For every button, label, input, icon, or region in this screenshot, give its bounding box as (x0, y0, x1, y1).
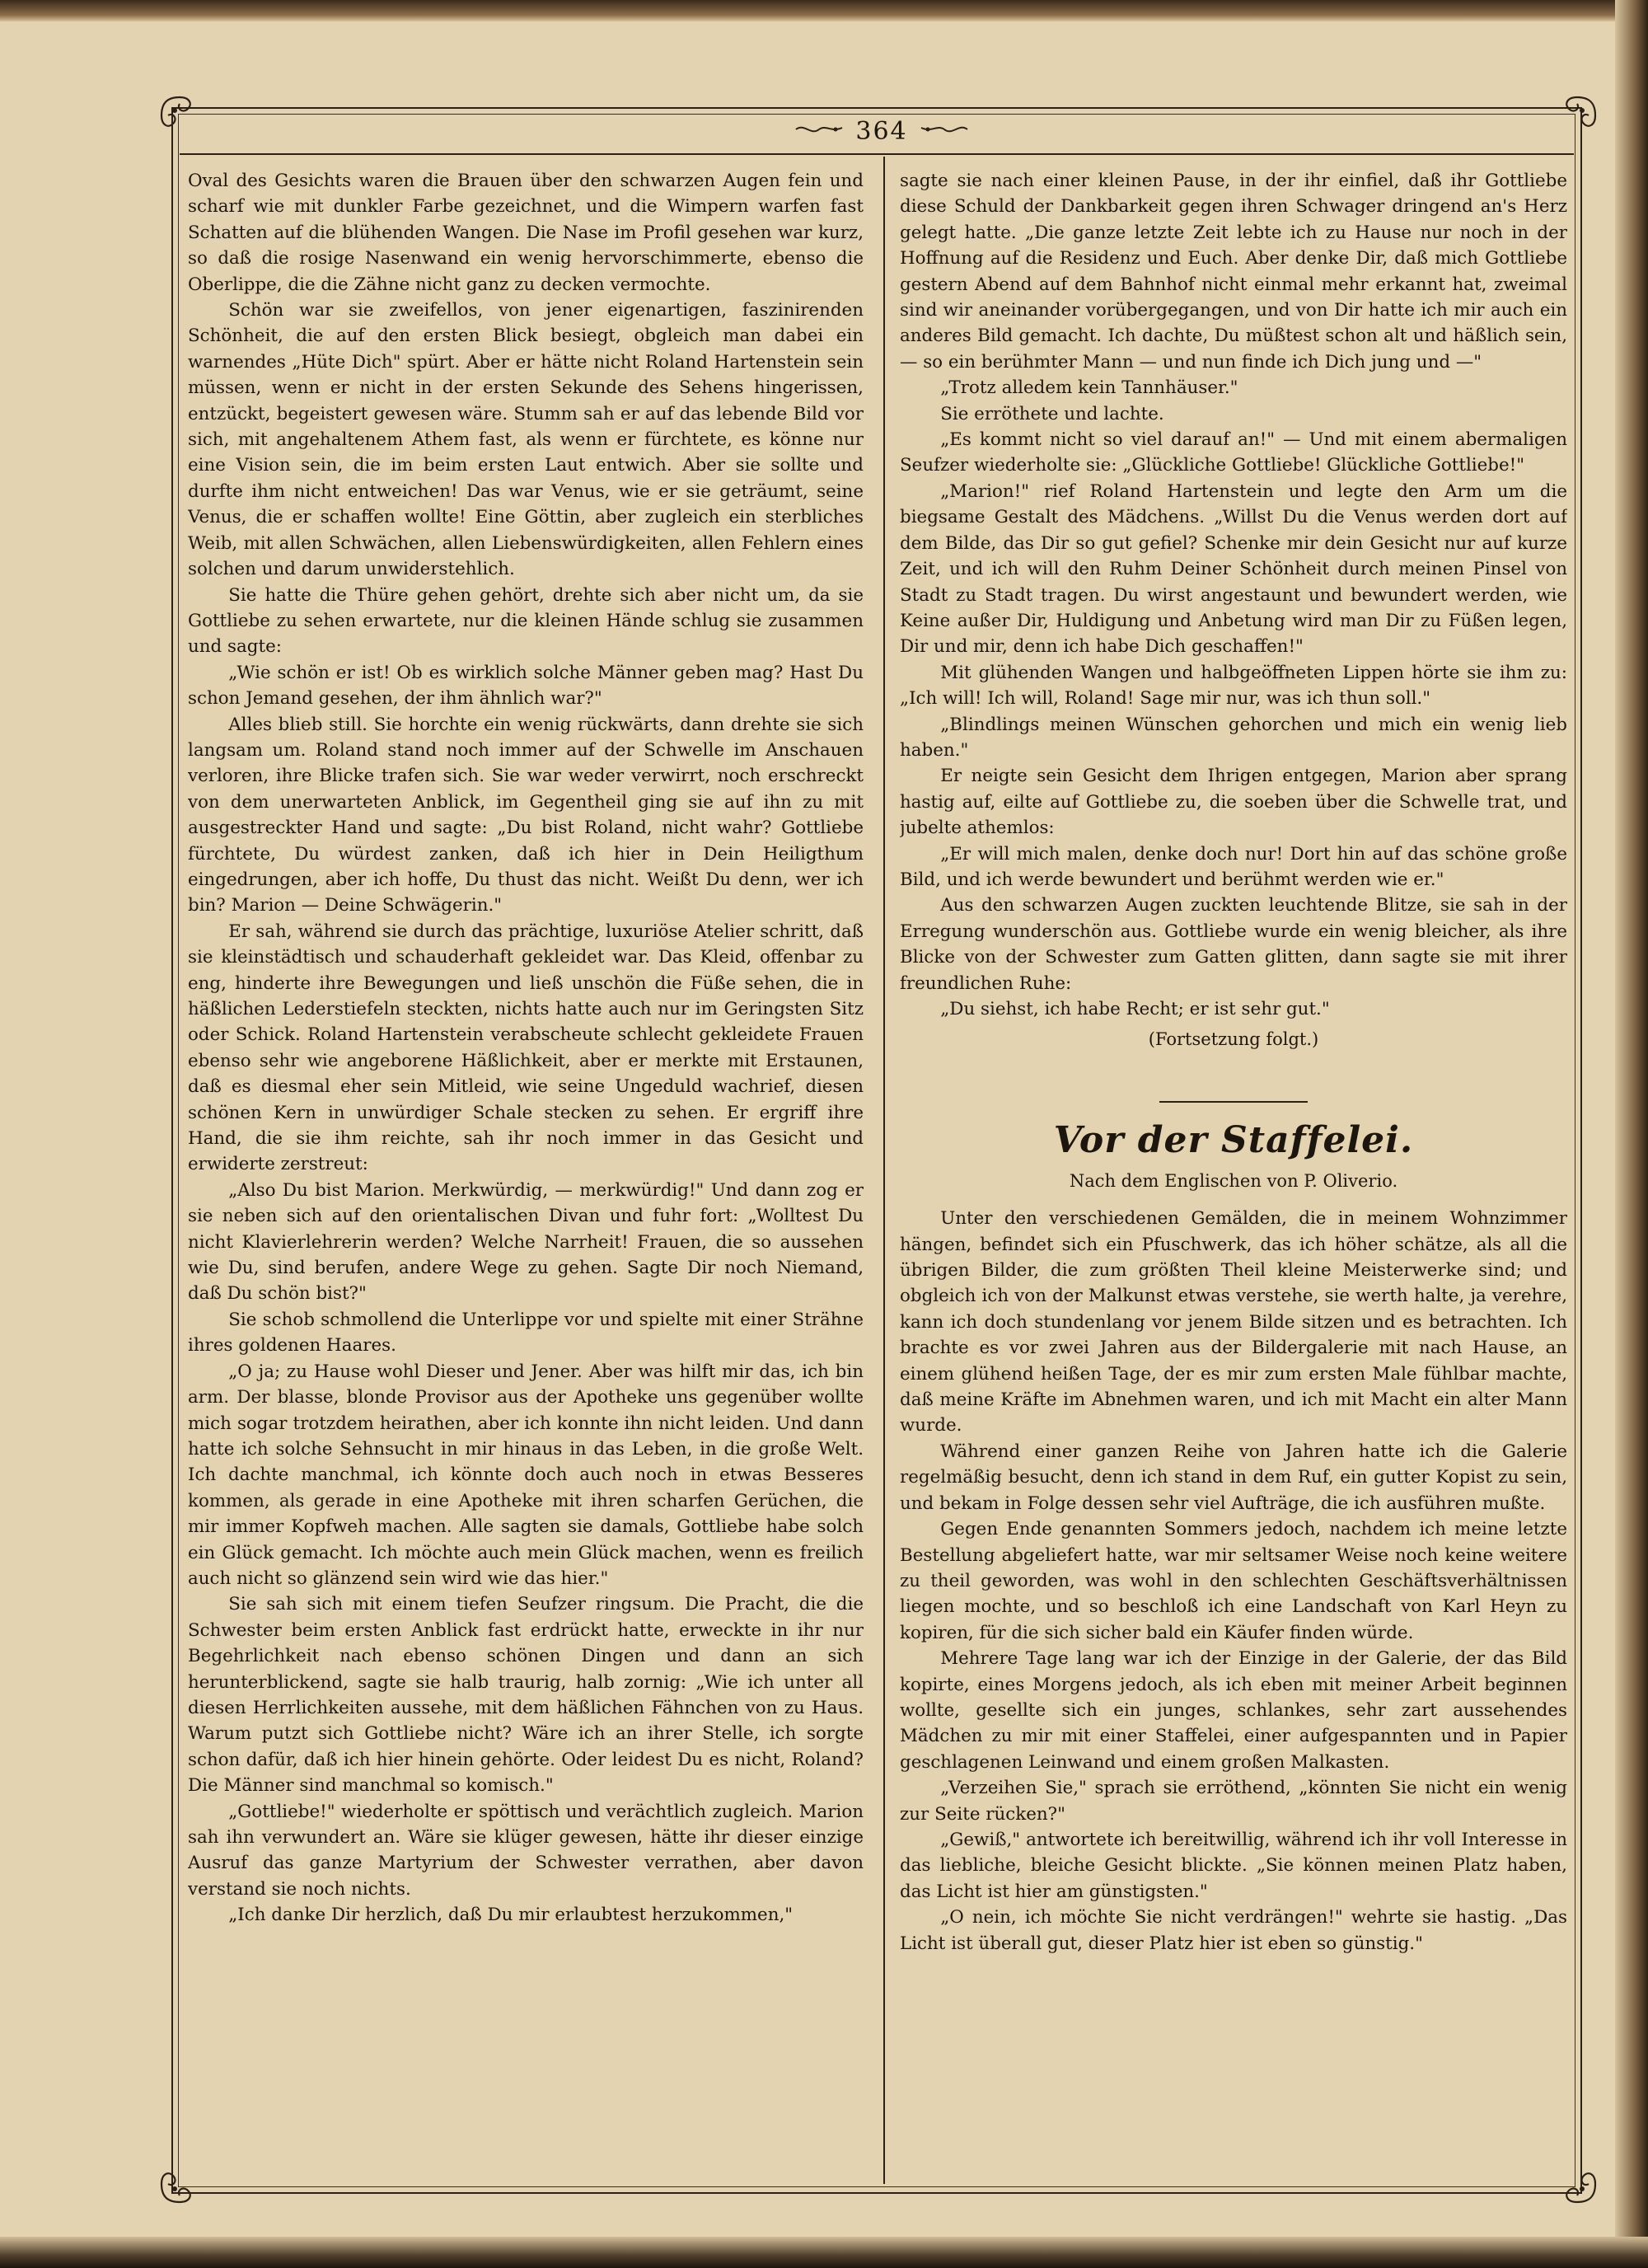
paragraph: „Es kommt nicht so viel darauf an!" — Und mit einem abermaligen Seufzer wiederholte sie: „Glückliche Gottliebe! Glückliche Gottliebe!" (900, 429, 1567, 476)
story-byline: Nach dem Englischen von P. Oliverio. (1069, 1170, 1398, 1191)
paragraph: „Du siehst, ich habe Recht; er ist sehr gut." (940, 999, 1330, 1019)
paragraph: Sie hatte die Thüre gehen gehört, drehte sich aber nicht um, da sie Gottliebe zu sehen erwartete, nur die kleinen Hände schlug sie zusammen und sagte: (188, 584, 864, 658)
paragraph: Sie sah sich mit einem tiefen Seufzer ringsum. Die Pracht, die die Schwester beim ersten Anblick fast erdrückt hatte, erweckte in ihr nur Begehrlichkeit nach ebenso schönen Dingen und dann an sich herunterblickend, sagte sie halb traurig, halb zornig: „Wie ich unter all diesen Herrlichkeiten aussehe, mit dem häßlichen Fähnchen von zu Haus. Warum putzt sich Gottliebe nicht? Wäre ich an ihrer Stelle, ich sorgte schon dafür, daß ich hier hinein gehörte. Oder leidest Du es nicht, Roland? Die Männer sind manchmal so komisch." (188, 1594, 864, 1797)
left-column (188, 168, 864, 2179)
paragraph: Während einer ganzen Reihe von Jahren hatte ich die Galerie regelmäßig besucht, denn ich stand in dem Ruf, ein gutter Kopist zu sein, und bekam in Folge dessen sehr viel Aufträge, die ich ausführen mußte. (900, 1441, 1567, 1514)
paragraph: Oval des Gesichts waren die Brauen über den schwarzen Augen fein und scharf wie mit dunkler Farbe gezeichnet, und die Wimpern warfen fast Schatten auf die blühenden Wangen. Die Nase im Profil gesehen war kurz, so daß die rosige Nasenwand ein wenig hervorschimmerte, ebenso die Oberlippe, die die Zähne nicht ganz zu decken vermochte. (188, 171, 864, 295)
paragraph: Aus den schwarzen Augen zuckten leuchtende Blitze, sie sah in der Erregung wunderschön aus. Gottliebe wurde ein wenig bleicher, als ihre Blicke von der Schwester zum Gatten glitten, dann sagte sie mit ihrer freundlichen Ruhe: (900, 895, 1567, 994)
paragraph: Er sah, während sie durch das prächtige, luxuriöse Atelier schritt, daß sie kleinstädtisch und schauderhaft gekleidet war. Das Kleid, offenbar zu eng, hinderte ihre Bewegungen und ließ unschön die Füße sehen, die in häßlichen Lederstiefeln steckten, nichts hatte auch nur im Geringsten Sitz oder Schick. Roland Hartenstein verabscheute schlecht gekleidete Frauen ebenso sehr wie angeborene Häßlichkeit, aber er merkte mit Erstaunen, daß es diesmal eher sein Mitleid, wie seine Ungeduld wachrief, diesen schönen Kern in unwürdiger Schale stecken zu sehen. Er ergriff ihre Hand, die sie ihm reichte, sah ihr noch immer in das Gesicht und erwiderte zerstreut: (188, 921, 864, 1175)
paragraph: sagte sie nach einer kleinen Pause, in der ihr einfiel, daß ihr Gottliebe diese Schuld der Dankbarkeit gegen ihren Schwager dringend an's Herz gelegt hatte. „Die ganze letzte Zeit lebte ich zu Hause nur noch in der Hoffnung auf die Residenz und Euch. Aber denke Dir, daß mich Gottliebe gestern Abend auf dem Bahnhof nicht einmal mehr erkannt hat, zweimal sind wir aneinander vorübergegangen, und von Dir hatte ich mir auch ein anderes Bild gemacht. Ich dachte, Du müßtest schon alt und häßlich sein, — so ein berühmter Mann — und nun finde ich Dich jung und —" (900, 171, 1567, 373)
paragraph: „O ja; zu Hause wohl Dieser und Jener. Aber was hilft mir das, ich bin arm. Der blasse, blonde Provisor aus der Apotheke uns gegenüber wollte mich sogar trotzdem heirathen, aber ich konnte ihn nicht leiden. Und dann hatte ich solche Sehnsucht in mir hinaus in das Leben, in die große Welt. Ich dachte manchmal, ich könnte doch auch noch in etwas Besseres kommen, als gerade in eine Apotheke mit ihren scharfen Gerüchen, die mir immer Kopfweh machen. Alle sagten sie damals, Gottliebe habe solch ein Glück gemacht. Ich möchte auch mein Glück machen, wenn es freilich auch nicht so glänzend sein wird wie das hier." (188, 1361, 864, 1589)
flourish-right-icon (920, 123, 969, 139)
paragraph: „O nein, ich möchte Sie nicht verdrängen!" wehrte sie hastig. „Das Licht ist überall gut, dieser Platz hier ist eben so günstig." (900, 1907, 1567, 1954)
paragraph: Sie schob schmollend die Unterlippe vor und spielte mit einer Strähne ihres goldenen Haares. (188, 1309, 864, 1357)
paragraph: „Also Du bist Marion. Merkwürdig, — merkwürdig!" Und dann zog er sie neben sich auf den orientalischen Divan und fuhr fort: „Wolltest Du nicht Klavierlehrerin werden? Welche Narrheit! Frauen, die so aussehen wie Du, sind berufen, andere Wege zu gehen. Sagte Dir noch Niemand, daß Du schön bist?" (188, 1179, 864, 1305)
paragraph: Alles blieb still. Sie horchte ein wenig rückwärts, dann drehte sie sich langsam um. Roland stand noch immer auf der Schwelle im Anschauen verloren, ihre Blicke trafen sich. Sie war weder verwirrt, noch erschreckt von dem unerwarteten Anblick, im Gegentheil ging sie auf ihn zu mit ausgestreckter Hand und sagte: „Du bist Roland, nicht wahr? Gottliebe fürchtete, Du würdest zanken, daß ich hier in Dein Heiligthum eingedrungen, aber ich hoffe, Du thust das nicht. Weißt Du denn, wer ich bin? Marion — Deine Schwägerin." (188, 714, 864, 916)
paragraph: „Ich danke Dir herzlich, daß Du mir erlaubtest herzukommen," (228, 1905, 794, 1926)
paragraph: Mit glühenden Wangen und halbgeöffneten Lippen hörte sie ihm zu: „Ich will! Ich will, Roland! Sage mir nur, was ich thun soll." (900, 662, 1567, 710)
paragraph: „Blindlings meinen Wünschen gehorchen und mich ein wenig lieb haben." (900, 714, 1567, 761)
header-rule (180, 153, 1574, 155)
flourish-left-icon (794, 123, 844, 139)
paragraph: „Gewiß," antwortete ich bereitwillig, während ich ihr voll Interesse in das liebliche, bleiche Gesicht blickte. „Sie können meinen Platz haben, das Licht ist hier am günstigsten." (900, 1829, 1567, 1902)
paragraph: Unter den verschiedenen Gemälden, die in meinem Wohnzimmer hängen, befindet sich ein Pfuschwerk, das ich höher schätze, als all die übrigen Bilder, die zum größten Theil kleine Meisterwerke sind; und obgleich ich von der Malkunst etwas verstehe, sie werth halte, ja verehre, kann ich doch stundenlang vor jenem Bilde sitzen und es betrachten. Ich brachte es vor zwei Jahren aus der Bildergalerie mit nach Hause, an einem glühend heißen Tage, der es mir zum ersten Male fühlbar machte, daß meine Kräfte im Abnehmen waren, und ich mit Macht ein alter Mann wurde. (900, 1208, 1567, 1436)
page-edge-right (1615, 0, 1648, 2268)
section-divider (1159, 1101, 1308, 1103)
paragraph: „Trotz alledem kein Tannhäuser." (940, 377, 1238, 399)
paragraph: Er neigte sein Gesicht dem Ihrigen entgegen, Marion aber sprang hastig auf, eilte auf Gottliebe zu, die soeben über die Schwelle trat, und jubelte athemlos: (900, 766, 1567, 839)
continuation-note: (Fortsetzung folgt.) (1148, 1029, 1319, 1050)
paragraph: „Er will mich malen, denke doch nur! Dort hin auf das schöne große Bild, und ich werde bewundert und berühmt werden wie er." (900, 843, 1567, 890)
page-number: 364 (855, 116, 908, 146)
right-column (900, 168, 1567, 2179)
paragraph: Mehrere Tage lang war ich der Einzige in der Galerie, der das Bild kopirte, eines Morgens jedoch, als ich eben mit meiner Arbeit beginnen wollte, gesellte sich ein junges, schlankes, sehr zart aussehendes Mädchen zu mir mit einer Staffelei, einer aufgespannten und in Papier geschlagenen Leinwand und einem großen Malkasten. (900, 1648, 1567, 1773)
page-header (190, 114, 1574, 148)
paragraph: „Marion!" rief Roland Hartenstein und legte den Arm um die biegsame Gestalt des Mädchens. „Willst Du die Venus werden dort auf dem Bilde, das Dir so gut gefiel? Schenke mir dein Gesicht nur auf kurze Zeit, und ich will den Ruhm Deiner Schönheit durch meinen Pinsel von Stadt zu Stadt tragen. Du wirst angestaunt und bewundert werden, wie Keine außer Dir, Huldigung und Anbetung wird man Dir zu Füßen legen, Dir und mir, denn ich habe Dich geschaffen!" (900, 480, 1567, 658)
paragraph: „Wie schön er ist! Ob es wirklich solche Männer geben mag? Hast Du schon Jemand gesehen, der ihm ähnlich war?" (188, 662, 864, 710)
page-edge-bottom (0, 2237, 1648, 2268)
paragraph: Gegen Ende genannten Sommers jedoch, nachdem ich meine letzte Bestellung abgeliefert hatte, war mir seltsamer Weise noch keine weitere zu theil geworden, was wohl in den schlechten Geschäftsverhältnissen liegen mochte, und so beschloß ich eine Landschaft von Karl Heyn zu kopiren, für die sich sicher bald ein Käufer finden würde. (900, 1519, 1567, 1643)
paragraph: Schön war sie zweifellos, von jener eigenartigen, faszinirenden Schönheit, die auf den ersten Blick besiegt, obgleich man dabei ein warnendes „Hüte Dich" spürt. Aber er hätte nicht Roland Hartenstein sein müssen, wenn er nicht in der ersten Sekunde des Sehens hingerissen, entzückt, begeistert gewesen wäre. Stumm sah er auf das lebende Bild vor sich, mit angehaltenem Athem fast, als wenn er fürchtete, es könne nur eine Vision sein, die im beim ersten Laut entwich. Aber sie sollte und durfte ihm nicht entweichen! Das war Venus, wie er sie geträumt, seine Venus, die er schaffen wollte! Eine Göttin, aber zugleich ein sterbliches Weib, mit allen Schwächen, allen Liebenswürdigkeiten, allen Fehlern eines solchen und darum unwiderstehlich. (188, 300, 864, 580)
column-rule (883, 157, 885, 2184)
paragraph: „Gottliebe!" wiederholte er spöttisch und verächtlich zugleich. Marion sah ihn verwundert an. Wäre sie klüger gewesen, hätte ihr dieser einzige Ausruf das ganze Martyrium der Schwester verrathen, aber davon verstand sie noch nichts. (188, 1801, 864, 1900)
page-edge-top (0, 0, 1648, 21)
paragraph: Sie erröthete und lachte. (940, 403, 1164, 424)
story-title: Vor der Staffelei. (1053, 1118, 1414, 1161)
paragraph: „Verzeihen Sie," sprach sie erröthend, „könnten Sie nicht ein wenig zur Seite rücken?" (900, 1778, 1567, 1825)
